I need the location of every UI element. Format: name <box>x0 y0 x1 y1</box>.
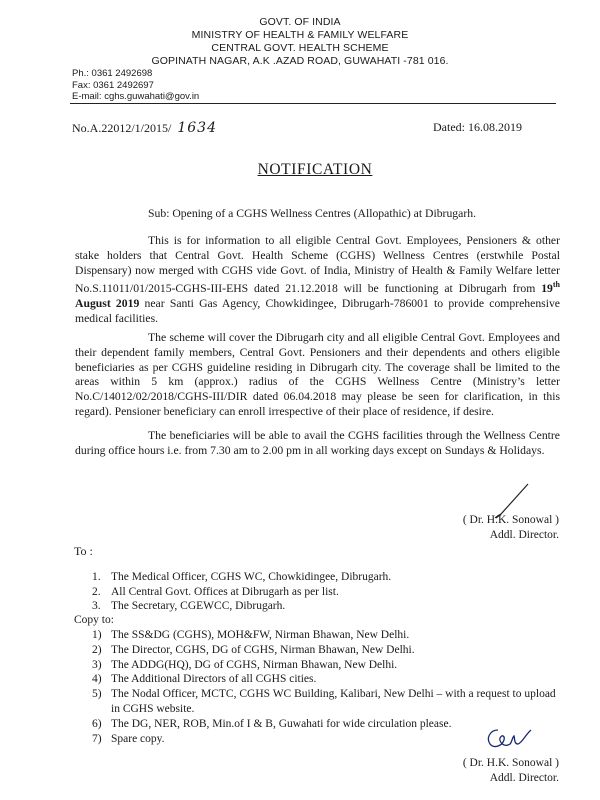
copy-to-list-item-number: 5) <box>92 688 102 701</box>
to-list-item <box>92 570 391 585</box>
signatory-block <box>463 513 559 543</box>
copy-to-list-item-text: The Nodal Officer, MCTC, CGHS WC Building, Kalibari, New Delhi – with a request to upload in CGHS website. <box>111 688 556 715</box>
reference-number-text: No.A.22012/1/2015/ <box>72 121 172 135</box>
copy-to-list-item <box>92 658 562 673</box>
copy-to-list-item-text: The Additional Directors of all CGHS cities. <box>111 673 317 686</box>
to-list-item-text: The Medical Officer, CGHS WC, Chowkidingee, Dibrugarh. <box>111 571 392 583</box>
opening-date-day: 19 <box>541 282 553 296</box>
copy-to-list-item-text: The DG, NER, ROB, Min.of I & B, Guwahati for wide circulation please. <box>111 717 452 730</box>
copy-to-list-item <box>92 687 562 717</box>
paragraph-3: The beneficiaries will be able to avail the CGHS facilities through the Wellness Centre during office hours i.e. from 7.30 am to 2.00 pm in all working days except on Sundays & Holidays. <box>75 429 560 457</box>
contact-block <box>72 68 199 103</box>
to-list-item-number: 2. <box>92 585 101 598</box>
paragraph-1 <box>75 234 560 327</box>
copy-to-list-item-text: The Director, CGHS, DG of CGHS, Nirman Bhawan, New Delhi. <box>111 643 415 656</box>
contact-fax: Fax: 0361 2492697 <box>72 79 154 91</box>
page-title: NOTIFICATION <box>257 161 373 178</box>
signatory-name-2: ( Dr. H.K. Sonowal ) <box>462 757 559 769</box>
letterhead-govt: GOVT. OF INDIA <box>259 16 341 28</box>
signatory-designation-2: Addl. Director. <box>489 772 559 784</box>
handwritten-number: 1634 <box>177 120 217 136</box>
letterhead-ministry: MINISTRY OF HEALTH & FAMILY WELFARE <box>191 29 409 41</box>
copy-to-list-item-text: The SS&DG (CGHS), MOH&FW, Nirman Bhawan, New Delhi. <box>111 629 410 641</box>
header-divider <box>70 103 556 104</box>
to-list-item-number: 1. <box>92 571 101 583</box>
to-list-item <box>92 585 391 600</box>
to-label: To : <box>74 544 93 558</box>
copy-to-list-item-number: 4) <box>92 673 102 686</box>
reference-number <box>72 120 217 136</box>
opening-date-month: August 2019 <box>75 297 140 311</box>
copy-to-list-item <box>92 628 562 643</box>
copy-to-label: Copy to: <box>74 614 114 626</box>
copy-to-list-item-number: 6) <box>92 717 102 730</box>
letterhead <box>0 16 600 68</box>
copy-to-list-item-number: 2) <box>92 643 102 656</box>
copy-to-list-item <box>92 672 562 687</box>
copy-to-list-item <box>92 643 562 658</box>
signature-scribble <box>484 724 534 750</box>
copy-to-list-item-number: 7) <box>92 732 102 745</box>
to-list-item-text: The Secretary, CGEWCC, Dibrugarh. <box>111 600 286 613</box>
to-list-item <box>92 599 391 614</box>
signatory-block-2 <box>463 756 559 786</box>
copy-to-list-item-number: 3) <box>92 658 102 671</box>
reference-date: Dated: 16.08.2019 <box>433 120 522 134</box>
paragraph-1-text-end: near Santi Gas Agency, Chowkidingee, Dibrugarh-786001 to provide comprehensive medical facilities. <box>75 297 560 325</box>
signatory-name: ( Dr. H.K. Sonowal ) <box>462 514 559 526</box>
subject-line: Sub: Opening of a CGHS Wellness Centres (Allopathic) at Dibrugarh. <box>148 207 476 220</box>
to-list <box>92 570 391 614</box>
copy-to-list-item-text: The ADDG(HQ), DG of CGHS, Nirman Bhawan, New Delhi. <box>111 658 398 671</box>
opening-date-suffix: th <box>552 280 560 290</box>
letterhead-scheme: CENTRAL GOVT. HEALTH SCHEME <box>211 42 389 54</box>
to-list-item-text: All Central Govt. Offices at Dibrugarh as per list. <box>111 585 339 598</box>
copy-to-list-item-number: 1) <box>92 629 102 641</box>
signatory-designation: Addl. Director. <box>489 529 559 541</box>
letterhead-address: GOPINATH NAGAR, A.K .AZAD ROAD, GUWAHATI -781 016. <box>151 55 449 67</box>
copy-to-list-item-text: Spare copy. <box>111 732 165 745</box>
paragraph-1-text: This is for information to all eligible Central Govt. Employees, Pensioners & other stake holders that Central Govt. Health Scheme (CGHS) Wellness Centres (erstwhile Postal Dispensary) now merged with CGHS vide Govt. of India, Ministry of Health & Family Welfare letter No.S.11011/01/2015-CGHS-III-EHS dated 21.12.2018 will be functioning at Dibrugarh from <box>75 234 560 296</box>
to-list-item-number: 3. <box>92 600 101 613</box>
contact-email: E-mail: cghs.guwahati@gov.in <box>72 91 200 102</box>
paragraph-2: The scheme will cover the Dibrugarh city and all eligible Central Govt. Employees and their dependent family members, Central Govt. Pensioners and their dependents and others eligible beneficiaries as per CGHS guideline residing in Dibrugarh city. The coverage shall be limited to the areas within 5 km (approx.) radius of the CGHS Wellness Centre (Ministry’s letter No.C/14012/02/2018/CGHS-III/DIR dated 06.04.2018 may please be seen for clarification, in this regard). Pensioner beneficiary can enroll irrespective of their place of residence, if desire. <box>75 331 560 418</box>
contact-phone: Ph.: 0361 2492698 <box>72 68 153 79</box>
